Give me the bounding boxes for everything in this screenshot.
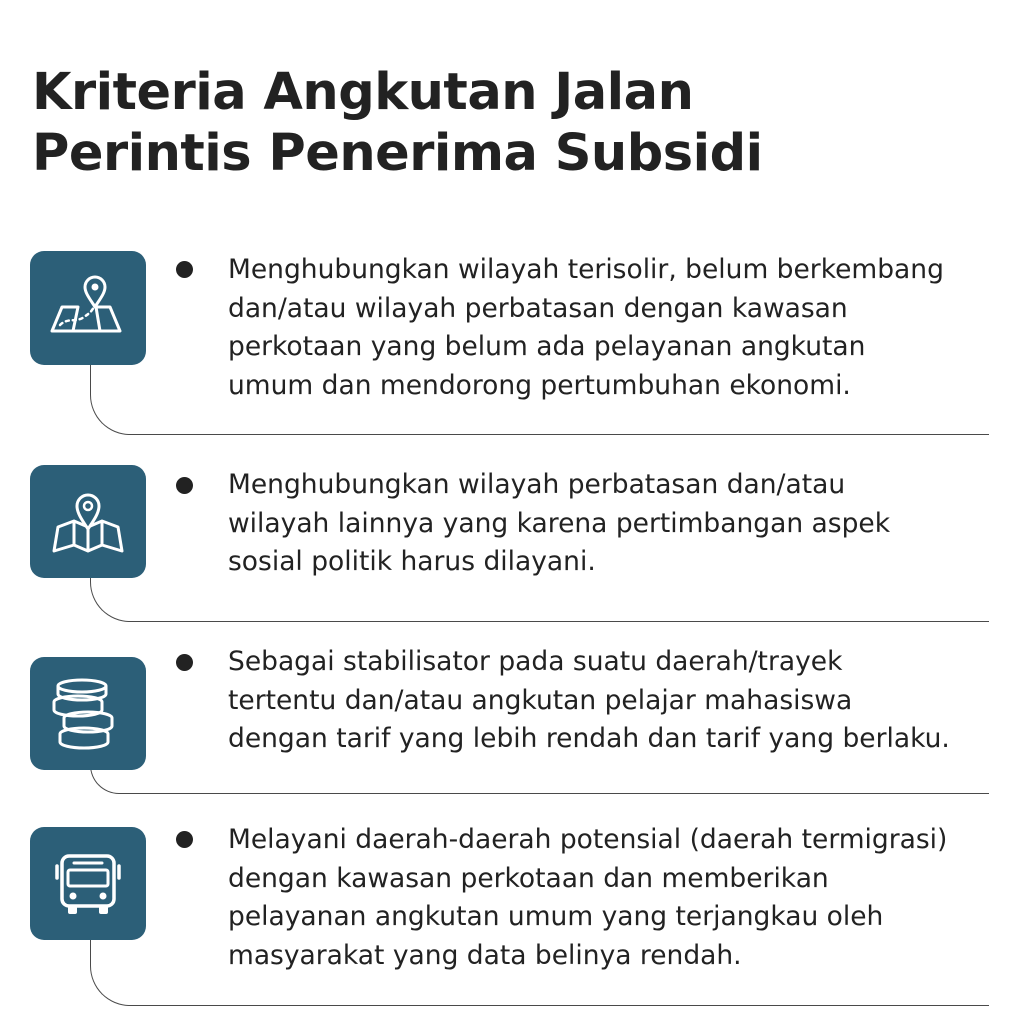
bullet-dot bbox=[176, 831, 193, 848]
criterion-text-line: pelayanan angkutan umum yang terjangkau oleh bbox=[228, 901, 884, 932]
coin-stack-icon bbox=[48, 676, 128, 752]
criterion-text-line: perkotaan yang belum ada pelayanan angkutan bbox=[228, 331, 866, 362]
icon-tile bbox=[30, 465, 146, 578]
criterion-text-line: Melayani daerah-daerah potensial (daerah termigrasi) bbox=[228, 824, 948, 855]
page-title bbox=[32, 62, 763, 184]
criterion-text-line: masyarakat yang data belinya rendah. bbox=[228, 939, 742, 971]
title-line-2: Perintis Penerima Subsidi bbox=[32, 124, 763, 183]
criterion-text-line: wilayah lainnya yang karena pertimbangan aspek bbox=[228, 507, 891, 539]
criterion-text bbox=[228, 251, 1008, 405]
map-route-pin-icon bbox=[48, 273, 128, 343]
criterion-text bbox=[228, 643, 1008, 759]
bus-icon bbox=[48, 848, 128, 920]
icon-tile bbox=[30, 251, 146, 365]
criterion-text-line: Menghubungkan wilayah terisolir, belum berkembang bbox=[228, 254, 944, 285]
icon-tile bbox=[30, 657, 146, 770]
bullet-dot bbox=[176, 261, 193, 278]
bullet-dot bbox=[176, 654, 193, 671]
criterion-text-line: sosial politik harus dilayani. bbox=[228, 546, 596, 577]
bullet-dot bbox=[176, 477, 193, 494]
icon-tile bbox=[30, 827, 146, 940]
title-line-1: Kriteria Angkutan Jalan bbox=[32, 63, 694, 122]
criterion-text-line: Menghubungkan wilayah perbatasan dan/atau bbox=[228, 469, 846, 500]
criterion-text-line: Sebagai stabilisator pada suatu daerah/trayek bbox=[228, 646, 843, 677]
criterion-text-line: dan/atau wilayah perbatasan dengan kawasan bbox=[228, 292, 848, 324]
criterion-text-line: tertentu dan/atau angkutan pelajar mahasiswa bbox=[228, 684, 853, 716]
connector-line bbox=[90, 765, 989, 794]
criterion-text-line: umum dan mendorong pertumbuhan ekonomi. bbox=[228, 369, 851, 401]
criterion-text bbox=[228, 466, 1008, 582]
folded-map-pin-icon bbox=[48, 487, 128, 557]
criterion-text-line: dengan kawasan perkotaan dan memberikan bbox=[228, 862, 829, 894]
criterion-text bbox=[228, 821, 1008, 975]
criterion-text-line: dengan tarif yang lebih rendah dan tarif yang berlaku. bbox=[228, 723, 950, 754]
